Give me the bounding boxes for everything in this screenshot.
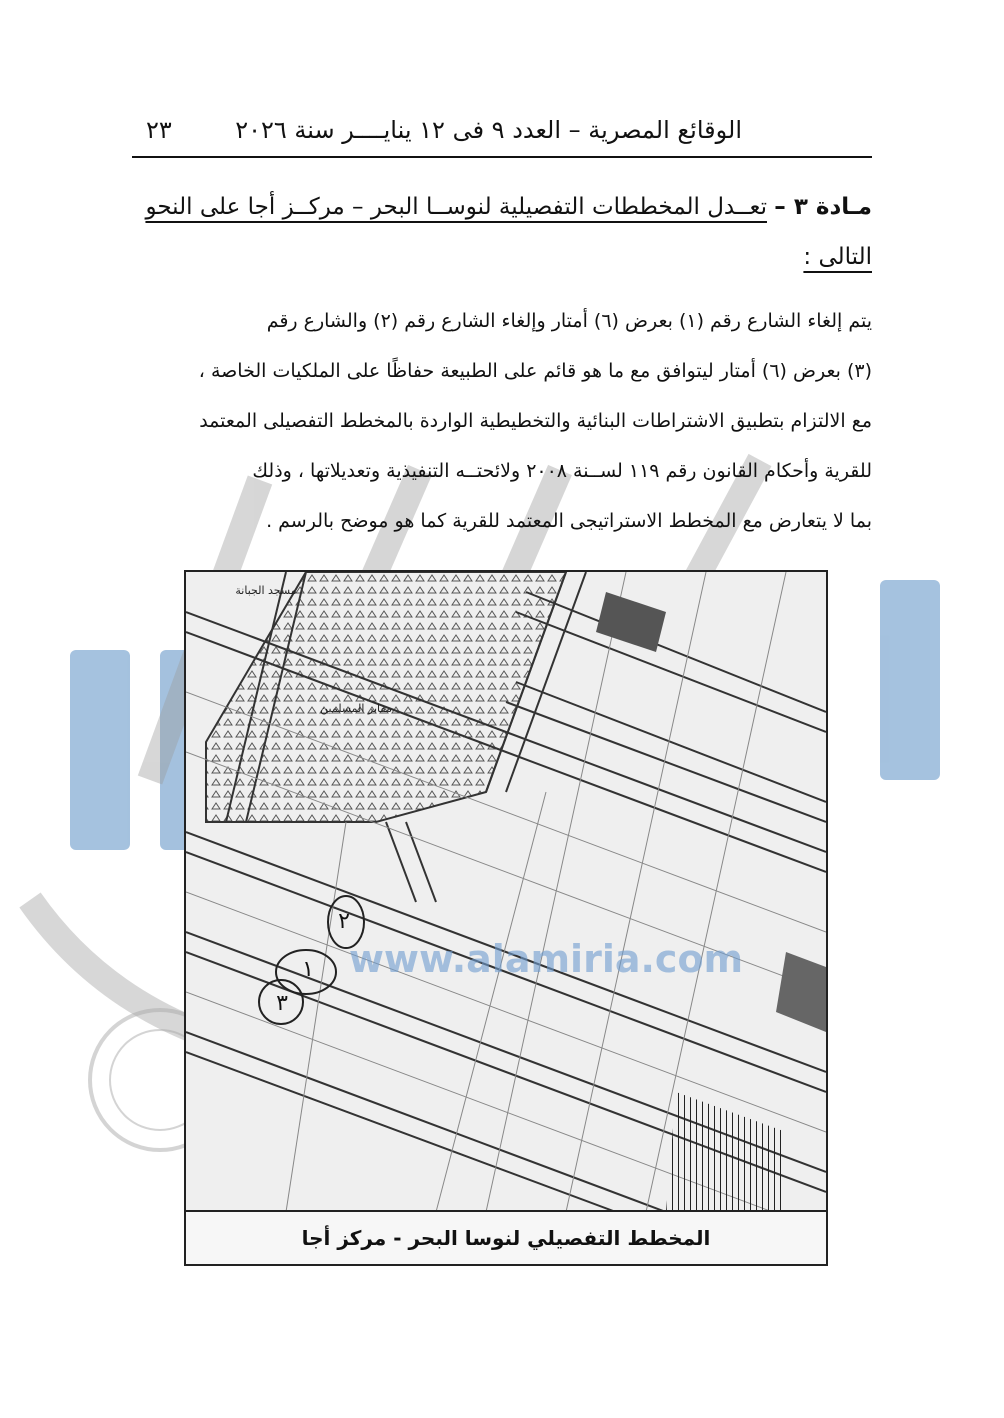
page-header — [132, 112, 872, 158]
body-line: بما لا يتعارض مع المخطط الاستراتيجى المعتمد للقرية كما هو موضح بالرسم . — [266, 510, 872, 532]
article-label: مـادة ٣ – — [774, 194, 872, 220]
street-label-1: ١ — [302, 957, 314, 982]
mosque-label: مسجد الجبانة — [235, 584, 297, 597]
gazette-title: الوقائع المصرية – العدد ٩ فى ١٢ ينايــــر سنة ٢٠٢٦ — [235, 116, 742, 144]
body-line: مع الالتزام بتطبيق الاشتراطات البنائية والتخطيطية الواردة بالمخطط التفصيلى المعتمد — [199, 410, 872, 432]
article-heading-text: تعــدل المخططات التفصيلية لنوســا البحر – مركــز أجا على النحو — [145, 194, 767, 220]
street-label-3: ٣ — [276, 991, 288, 1016]
article-heading-continued: التالى : — [803, 244, 872, 270]
map-caption: المخطط التفصيلي لنوسا البحر - مركز أجا — [186, 1210, 826, 1264]
page-number: ٢٣ — [146, 116, 172, 144]
body-line: يتم إلغاء الشارع رقم (١) بعرض (٦) أمتار وإلغاء الشارع رقم (٢) والشارع رقم — [266, 310, 872, 332]
body-line: للقرية وأحكام القانون رقم ١١٩ لســنة ٢٠٠٨ ولائحتــه التنفيذية وتعديلاتها ، وذلك — [252, 460, 872, 482]
street-label-2: ٢ — [338, 909, 350, 934]
detailed-plan-map — [184, 570, 828, 1266]
article-heading — [132, 192, 872, 222]
cemetery-label: مقابر المسلمين — [320, 702, 392, 715]
article-body — [132, 296, 872, 546]
body-line: (٣) بعرض (٦) أمتار ليتوافق مع ما هو قائم على الطبيعة حفاظًا على الملكيات الخاصة ، — [198, 360, 872, 382]
map-drawing — [186, 572, 826, 1212]
watermark-url: www.alamiria.com — [348, 937, 744, 981]
